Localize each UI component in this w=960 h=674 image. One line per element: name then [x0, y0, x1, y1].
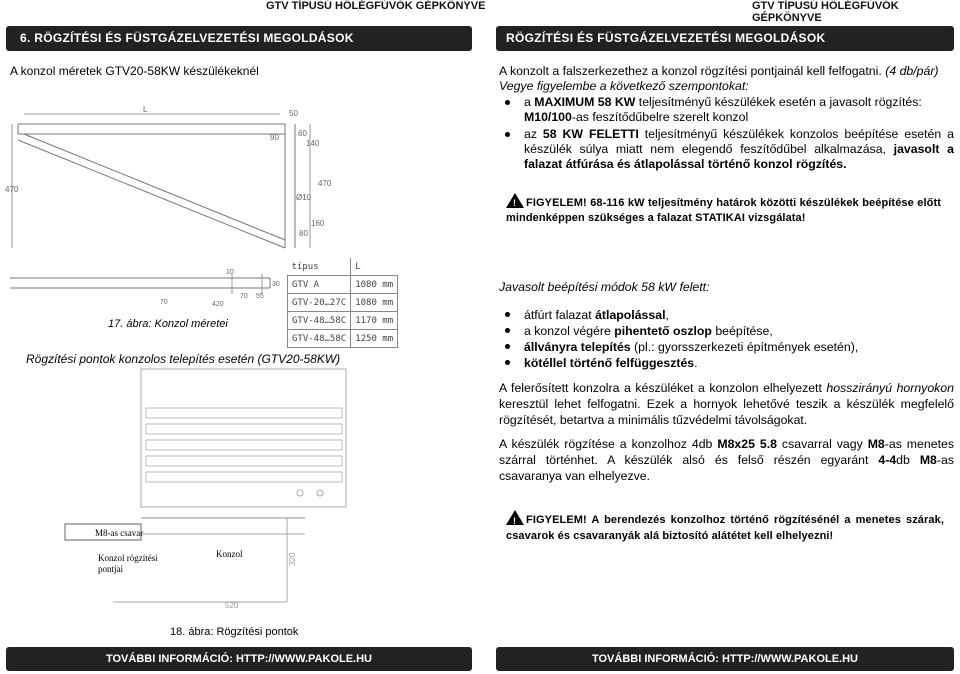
para3-2: csavarral vagy: [776, 437, 868, 451]
running-head-right: GTV TÍPUSÚ HŐLÉGFÚVÓK GÉPKÖNYVE: [752, 0, 899, 24]
list-item: [499, 323, 939, 339]
a1: átfúrt falazat: [524, 308, 596, 322]
a2c: beépítése,: [711, 324, 773, 338]
spec-cell: GTV-20…27C: [288, 294, 351, 312]
list-item: [499, 307, 939, 323]
fix-points-label: Konzol rögzítési pontjai: [98, 553, 158, 574]
dim-90: 90: [270, 133, 279, 142]
running-head-left: GTV TÍPUSÚ HŐLÉGFÚVÓK GÉPKÖNYVE: [266, 0, 486, 12]
bracket-dimension-drawing: [0, 100, 330, 250]
para3-3: -as menetes szárral történhet. A készülék alsó és felső részén egyaránt: [499, 437, 954, 467]
list-item: [499, 339, 939, 355]
b1-b2: M10/100: [524, 110, 572, 124]
para3-b4: M8: [919, 453, 937, 467]
suggested-title: Javasolt beépítési módok 58 kW felett:: [499, 280, 710, 294]
left-section-title: 6. RÖGZÍTÉSI ÉS FÜSTGÁZELVEZETÉSI MEGOLDÁSOK: [20, 31, 354, 45]
para2-2: keresztül lehet felfogatni. Ezek a hornyok lehetővé teszik a készülék megfelelő rögzítését, betartva a minimális tűzvédelmi távolságokat.: [499, 397, 954, 427]
paragraph-fixing: [499, 436, 954, 484]
figure18-caption: 18. ábra: Rögzítési pontok: [170, 626, 299, 638]
dim-320: 320: [288, 552, 297, 566]
intro-text: A konzolt a falszerkezethez a konzol rögzítési pontjainál kell felfogatni.: [499, 64, 886, 78]
konzol-label: Konzol: [216, 549, 243, 559]
dim-470a: 470: [5, 185, 19, 194]
spec-table-header: [288, 258, 398, 276]
mounting-points-drawing: [55, 510, 315, 620]
a2: a konzol végére: [524, 324, 615, 338]
dim-140: 140: [306, 139, 320, 148]
a3b: állványra telepítés: [524, 340, 631, 354]
bar-dim-70b: 70: [240, 293, 248, 300]
table-row: [288, 294, 398, 312]
intro-considerations: Vegye figyelembe a következő szempontokat:: [499, 79, 749, 93]
a3c: (pl.: gyorsszerkezeti építmények esetén),: [630, 340, 859, 354]
b1-p3: -as feszítődűbelre szerelt konzol: [571, 110, 749, 124]
warning-statics: [506, 193, 941, 226]
spec-cell: GTV-48…58C: [288, 312, 351, 330]
bar-dim-55: 55: [256, 293, 264, 300]
intro-count: (4 db/pár): [885, 64, 939, 78]
a2b: pihentető oszlop: [614, 324, 712, 338]
warning-icon: [506, 510, 524, 525]
suggested-bullets: [499, 307, 939, 371]
a4c: .: [694, 356, 698, 370]
figure17-caption: 17. ábra: Konzol méretei: [108, 318, 228, 330]
list-item: [499, 355, 939, 371]
b2-b1: 58 KW FELETTI: [542, 127, 639, 141]
spec-cell: 1170 mm: [351, 312, 398, 330]
b1-b1: MAXIMUM 58 KW: [534, 95, 636, 109]
left-footer: [6, 647, 472, 671]
para3-b1: M8x25 5.8: [717, 437, 777, 451]
dim-470b: 470: [318, 179, 332, 188]
spec-cell: GTV-48…58C: [288, 330, 351, 348]
table-row: [288, 276, 398, 294]
table-row: [288, 330, 398, 348]
dim-d10: Ø10: [296, 193, 312, 202]
para3-1: A készülék rögzítése a konzolhoz 4db: [499, 437, 718, 451]
left-footer-link[interactable]: TOVÁBBI INFORMÁCIÓ: HTTP://WWW.PAKOLE.HU: [105, 653, 372, 665]
a4b: kötéllel történő felfüggesztés: [524, 356, 695, 370]
dim-160: 160: [311, 219, 325, 228]
b1-p2: teljesítményű készülékek esetén a javasolt rögzítés:: [635, 95, 922, 109]
b2-p2: teljesítményű készülékek konzolos beépítése esetén a készülék súlya miatt nem elegendő feszítődűbel alkalmazása,: [524, 127, 954, 156]
a1c: ,: [665, 308, 669, 322]
table-row: [288, 312, 398, 330]
m8-label: M8-as csavar: [95, 528, 144, 538]
warning-washers: [506, 510, 944, 544]
a1b: átlapolással: [595, 308, 666, 322]
list-item: [499, 95, 954, 125]
dim-80: 80: [299, 229, 308, 238]
warning-statics-text: FIGYELEM! 68-116 kW teljesítmény határok közötti készülékek beépítése előtt mindenképpen szükséges a falazat STATIKAI vizsgálata!: [506, 197, 941, 224]
para2-i: hosszirányú hornyokon: [826, 381, 954, 395]
para3-4: db: [896, 453, 920, 467]
bar-dimension-drawing: [0, 266, 285, 310]
spec-cell: 1080 mm: [351, 276, 398, 294]
spec-cell: 1080 mm: [351, 294, 398, 312]
spec-cell: 1250 mm: [351, 330, 398, 348]
list-item: [499, 127, 954, 172]
heater-unit-drawing: [140, 368, 352, 510]
bar-dim-30: 30: [272, 281, 280, 288]
dim-L: L: [143, 105, 148, 114]
dim-520: 520: [225, 601, 239, 610]
mounting-title: Rögzítési pontok konzolos telepítés esetén (GTV20-58KW): [26, 352, 341, 366]
spec-table: [287, 258, 398, 348]
dim-60: 60: [298, 129, 307, 138]
right-footer-link[interactable]: TOVÁBBI INFORMÁCIÓ: HTTP://WWW.PAKOLE.HU: [591, 653, 858, 665]
dim-50: 50: [289, 109, 298, 118]
right-section-title: RÖGZÍTÉSI ÉS FÜSTGÁZELVEZETÉSI MEGOLDÁSOK: [506, 31, 826, 45]
bar-dim-70a: 70: [160, 299, 168, 306]
right-footer: [496, 647, 954, 671]
right-section-band: [496, 26, 954, 51]
spec-cell: GTV A: [288, 276, 351, 294]
b2-b2: javasolt a falazat átfúrása és átlapolással történő konzol rögzítés.: [524, 142, 954, 171]
b2-p1: az: [524, 127, 543, 141]
fixing-bullets: [499, 95, 954, 172]
spec-col-L: L: [351, 258, 398, 276]
b1-p1: a: [524, 95, 535, 109]
warning-icon: [506, 193, 524, 208]
paragraph-grooves: [499, 380, 954, 428]
right-intro: [499, 64, 954, 94]
left-subtitle: A konzol méretek GTV20-58KW készülékeknél: [10, 64, 259, 78]
para3-b3: 4-4: [878, 453, 897, 467]
bar-dim-10: 10: [226, 269, 234, 276]
para2-1: A felerősített konzolra a készüléket a konzolon elhelyezett: [499, 381, 827, 395]
warning-washers-text: FIGYELEM! A berendezés konzolhoz történő rögzítésénél a menetes szárak, csavarok és csavaranyák alá biztosító alátétet kell elhelyezni!: [506, 514, 944, 542]
bar-dim-420: 420: [212, 301, 224, 308]
para3-5: -as csavaranya van elhelyezve.: [499, 453, 954, 483]
spec-col-type: típus: [288, 258, 351, 276]
para3-b2: M8: [867, 437, 885, 451]
left-section-band: [6, 26, 472, 51]
